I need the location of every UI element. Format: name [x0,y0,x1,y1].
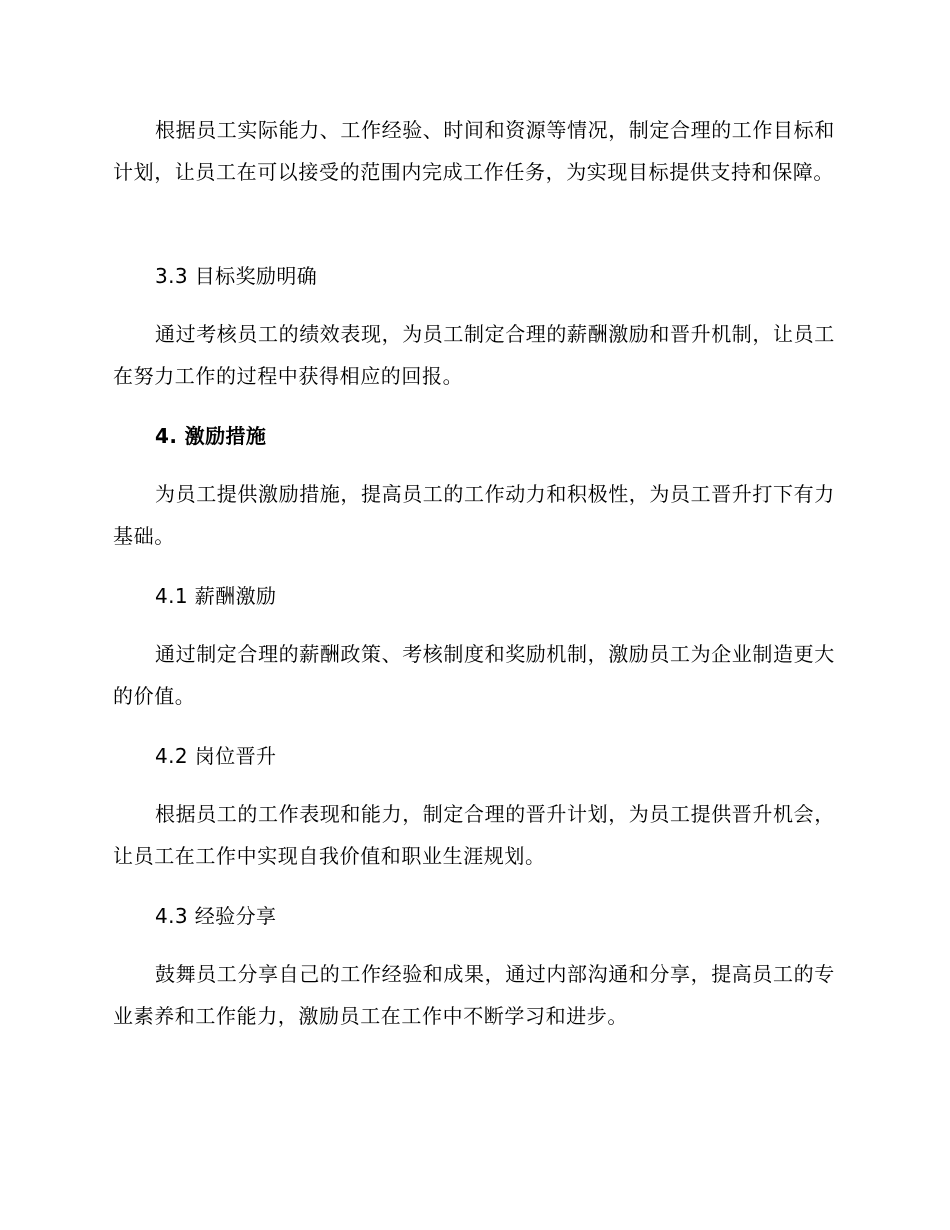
subheading-4-1: 4.1 薪酬激励 [155,584,277,608]
paragraph-incentive-intro: 为员工提供激励措施，提高员工的工作动力和积极性，为员工晋升打下有力基础。 [113,482,835,548]
section-heading-4: 4. 激励措施 [155,424,267,448]
paragraph-promotion: 根据员工的工作表现和能力，制定合理的晋升计划，为员工提供晋升机会，让员工在工作中实现自我价值和职业生涯规划。 [113,802,835,868]
paragraph-experience-sharing: 鼓舞员工分享自己的工作经验和成果，通过内部沟通和分享，提高员工的专业素养和工作能力，激励员工在工作中不断学习和进步。 [113,962,835,1028]
subheading-4-2: 4.2 岗位晋升 [155,744,277,768]
subheading-4-3: 4.3 经验分享 [155,904,277,928]
paragraph-reward-clarity: 通过考核员工的绩效表现，为员工制定合理的薪酬激励和晋升机制，让员工在努力工作的过程中获得相应的回报。 [113,322,835,388]
subheading-3-3: 3.3 目标奖励明确 [155,264,318,288]
paragraph-goal-planning: 根据员工实际能力、工作经验、时间和资源等情况，制定合理的工作目标和计划，让员工在可以接受的范围内完成工作任务，为实现目标提供支持和保障。 [113,118,835,184]
paragraph-salary-incentive: 通过制定合理的薪酬政策、考核制度和奖励机制，激励员工为企业制造更大的价值。 [113,642,835,708]
